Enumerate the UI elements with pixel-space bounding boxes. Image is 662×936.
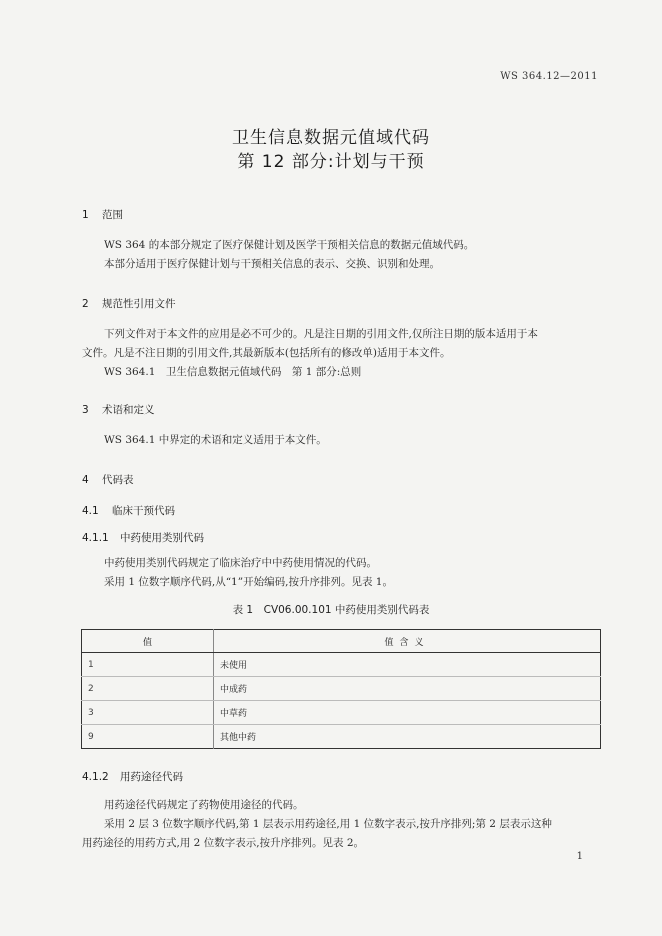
cell-meaning: 未使用 bbox=[214, 653, 601, 677]
cell-meaning: 中成药 bbox=[214, 677, 601, 701]
document-subtitle: 第 12 部分:计划与干预 bbox=[237, 152, 425, 172]
section-3-paragraph: WS 364.1 中界定的术语和定义适用于本文件。 bbox=[104, 434, 327, 446]
section-4-1-2-paragraph-2a: 采用 2 层 3 位数字顺序代码,第 1 层表示用药途径,用 1 位数字表示,按升序排列;第 2 层表示这种 bbox=[104, 818, 552, 830]
section-3-heading: 3 术语和定义 bbox=[82, 404, 155, 416]
section-4-1-2-heading: 4.1.2 用药途径代码 bbox=[82, 771, 183, 783]
section-4-1-1-heading: 4.1.1 中药使用类别代码 bbox=[82, 532, 204, 544]
document-title: 卫生信息数据元值域代码 bbox=[232, 128, 430, 148]
section-4-1-1-paragraph-1: 中药使用类别代码规定了临床治疗中中药使用情况的代码。 bbox=[104, 557, 377, 569]
table-1-caption: 表 1 CV06.00.101 中药使用类别代码表 bbox=[232, 604, 430, 616]
cell-meaning: 其他中药 bbox=[220, 733, 257, 743]
section-2-heading: 2 规范性引用文件 bbox=[82, 298, 176, 310]
cell-value: 2 bbox=[82, 677, 214, 701]
section-2-paragraph-1b: 文件。凡是不注日期的引用文件,其最新版本(包括所有的修改单)适用于本文件。 bbox=[82, 347, 451, 359]
cell-meaning: 中草药 bbox=[214, 701, 601, 725]
section-1-paragraph-2: 本部分适用于医疗保健计划与干预相关信息的表示、交换、识别和处理。 bbox=[104, 258, 440, 270]
table-row bbox=[82, 677, 601, 701]
section-4-1-2-paragraph-1: 用药途径代码规定了药物使用途径的代码。 bbox=[104, 799, 304, 811]
table-1 bbox=[81, 629, 601, 749]
standard-code: WS 364.12—2011 bbox=[500, 71, 598, 82]
column-header-meaning: 值含义 bbox=[214, 630, 601, 653]
section-2-paragraph-1a: 下列文件对于本文件的应用是必不可少的。凡是注日期的引用文件,仅所注日期的版本适用于本 bbox=[104, 328, 538, 340]
section-4-1-1-paragraph-2: 采用 1 位数字顺序代码,从“1”开始编码,按升序排列。见表 1。 bbox=[104, 576, 393, 588]
page-number: 1 bbox=[576, 851, 583, 862]
cell-value: 9 bbox=[82, 725, 214, 749]
table-header-row bbox=[82, 630, 601, 653]
table-row bbox=[82, 653, 601, 677]
cell-value: 1 bbox=[82, 653, 214, 677]
column-header-value: 值 bbox=[82, 630, 214, 653]
section-1-heading: 1 范围 bbox=[82, 209, 123, 221]
section-1-paragraph-1: WS 364 的本部分规定了医疗保健计划及医学干预相关信息的数据元值域代码。 bbox=[104, 239, 475, 251]
table-row bbox=[82, 725, 601, 749]
section-4-1-heading: 4.1 临床干预代码 bbox=[82, 505, 175, 517]
cell-value: 3 bbox=[82, 701, 214, 725]
section-4-1-2-paragraph-2b: 用药途径的用药方式,用 2 位数字表示,按升序排列。见表 2。 bbox=[82, 837, 365, 849]
normative-reference: WS 364.1 卫生信息数据元值域代码 第 1 部分:总则 bbox=[104, 366, 362, 378]
section-4-heading: 4 代码表 bbox=[82, 474, 134, 486]
table-row bbox=[82, 701, 601, 725]
